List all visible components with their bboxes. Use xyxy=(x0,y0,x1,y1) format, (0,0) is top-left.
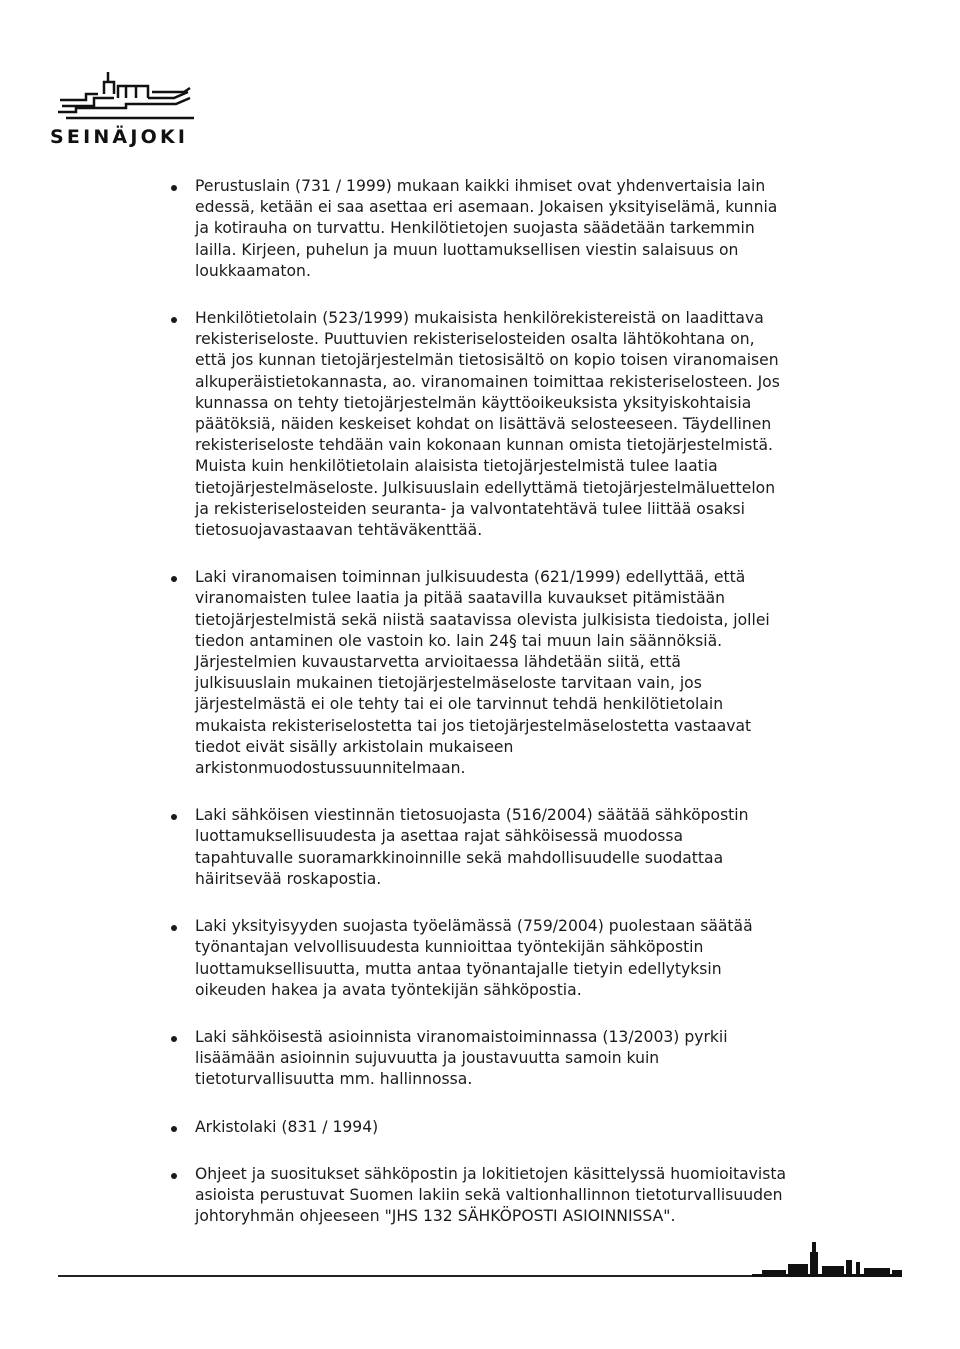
text-line: rekisteriseloste. Puuttuvien rekisteriselosteiden osalta lähtökohtana on, xyxy=(195,330,755,349)
list-item xyxy=(167,308,857,541)
text-line: Perustuslain (731 / 1999) mukaan kaikki ihmiset ovat yhdenvertaisia lain xyxy=(195,177,766,195)
text-line: lisäämään asioinnin sujuvuutta ja joustavuutta samoin kuin xyxy=(195,1049,660,1068)
text-line: Ohjeet ja suositukset sähköpostin ja lokitietojen käsittelyssä huomioitavista xyxy=(195,1164,787,1183)
text-line: oikeuden hakea ja avata työntekijän sähköpostia. xyxy=(195,980,582,999)
text-line: loukkaamaton. xyxy=(195,261,311,280)
text-line: tietojärjestelmistä sekä niistä saatavissa olevista julkisista tiedoista, jollei xyxy=(195,610,770,629)
text-line: Henkilötietolain (523/1999) mukaisista henkilörekistereistä on laadittava xyxy=(195,309,764,328)
text-line: tietojärjestelmäseloste. Julkisuuslain edellyttämä tietojärjestelmäluettelon xyxy=(195,478,776,497)
text-line: tiedon antaminen ole vastoin ko. lain 24§ tai muun lain säännöksiä. xyxy=(195,631,723,650)
text-line: asioista perustuvat Suomen lakiin sekä valtionhallinnon tietoturvallisuuden xyxy=(195,1185,783,1204)
text-line: Järjestelmien kuvaustarvetta arvioitaessa lähdetään siitä, että xyxy=(195,653,681,672)
footer-rule xyxy=(58,1275,758,1277)
text-line: arkistonmuodostussuunnitelmaan. xyxy=(195,759,466,778)
text-line: tapahtuvalle suoramarkkinoinnille sekä mahdollisuudelle suodattaa xyxy=(195,848,724,867)
text-line: luottamuksellisuudesta ja asettaa rajat sähköisessä muodossa xyxy=(195,827,684,846)
list-item xyxy=(167,567,857,779)
text-line: tietosuojavastaavan tehtäväkenttää. xyxy=(195,521,483,540)
text-line: lailla. Kirjeen, puhelun ja muun luottamuksellisen viestin salaisuus on xyxy=(195,240,739,259)
text-line: Arkistolaki (831 / 1994) xyxy=(195,1117,379,1136)
list-item xyxy=(167,1117,857,1138)
text-line: ja rekisteriselosteiden seuranta- ja valvontatehtävä tulee liittää osaksi xyxy=(195,499,745,518)
text-line: päätöksiä, näiden keskeiset kohdat on lisättävä selosteeseen. Täydellinen xyxy=(195,415,772,434)
text-line: Laki sähköisen viestinnän tietosuojasta (516/2004) säätää sähköpostin xyxy=(195,806,749,825)
text-line: julkisuuslain mukainen tietojärjestelmäseloste tarvitaan vain, jos xyxy=(195,674,702,693)
text-line: mukaista rekisteriselostetta tai jos tietojärjestelmäselostetta vastaavat xyxy=(195,716,752,735)
text-line: järjestelmästä ei ole tehty tai ei ole tarvinnut tehdä henkilötietolain xyxy=(195,695,724,714)
text-line: tietoturvallisuutta mm. hallinnossa. xyxy=(195,1070,473,1089)
text-line: ja kotirauha on turvattu. Henkilötietojen suojasta säädetään tarkemmin xyxy=(195,219,755,238)
text-line: tiedot eivät sisälly arkistolain mukaiseen xyxy=(195,737,514,756)
text-line: kunnassa on tehty tietojärjestelmän käyttöoikeuksista yksityiskohtaisia xyxy=(195,393,752,412)
list-item xyxy=(167,1164,857,1228)
text-line: että jos kunnan tietojärjestelmän tietosisältö on kopio toisen viranomaisen xyxy=(195,351,779,370)
text-line: edessä, ketään ei saa asettaa eri asemaan. Jokaisen yksityiselämä, kunnia xyxy=(195,198,778,217)
seinajoki-skyline-icon xyxy=(752,1240,902,1282)
text-line: Muista kuin henkilötietolain alaisista tietojärjestelmistä tulee laatia xyxy=(195,457,718,476)
text-line: Laki yksityisyyden suojasta työelämässä (759/2004) puolestaan säätää xyxy=(195,917,753,936)
list-item xyxy=(167,805,857,890)
text-line: työnantajan velvollisuudesta kunnioittaa työntekijän sähköpostin xyxy=(195,938,704,957)
text-line: alkuperäistietokannasta, ao. viranomainen toimittaa rekisteriselosteen. Jos xyxy=(195,372,780,391)
text-line: johtoryhmän ohjeeseen "JHS 132 SÄHKÖPOSTI ASIOINNISSA". xyxy=(195,1207,676,1226)
law-list xyxy=(167,176,857,1227)
text-line: rekisteriseloste tehdään vain kokonaan kunnan omista tietojärjestelmistä. xyxy=(195,436,774,455)
text-line: luottamuksellisuutta, mutta antaa työnantajalle tietyin edellytyksin xyxy=(195,959,722,978)
seinajoki-skyline-icon xyxy=(56,68,196,126)
text-line: Laki viranomaisen toiminnan julkisuudesta (621/1999) edellyttää, että xyxy=(195,568,746,587)
text-line: Laki sähköisestä asioinnista viranomaistoiminnassa (13/2003) pyrkii xyxy=(195,1027,728,1046)
seinajoki-logo xyxy=(50,68,200,158)
list-item xyxy=(167,176,857,282)
list-item xyxy=(167,916,857,1001)
city-name: SEINÄJOKI xyxy=(50,126,189,148)
text-line: häiritsevää roskapostia. xyxy=(195,869,382,888)
list-item xyxy=(167,1027,857,1091)
text-line: viranomaisten tulee laatia ja pitää saatavilla kuvaukset pitämistään xyxy=(195,589,726,608)
